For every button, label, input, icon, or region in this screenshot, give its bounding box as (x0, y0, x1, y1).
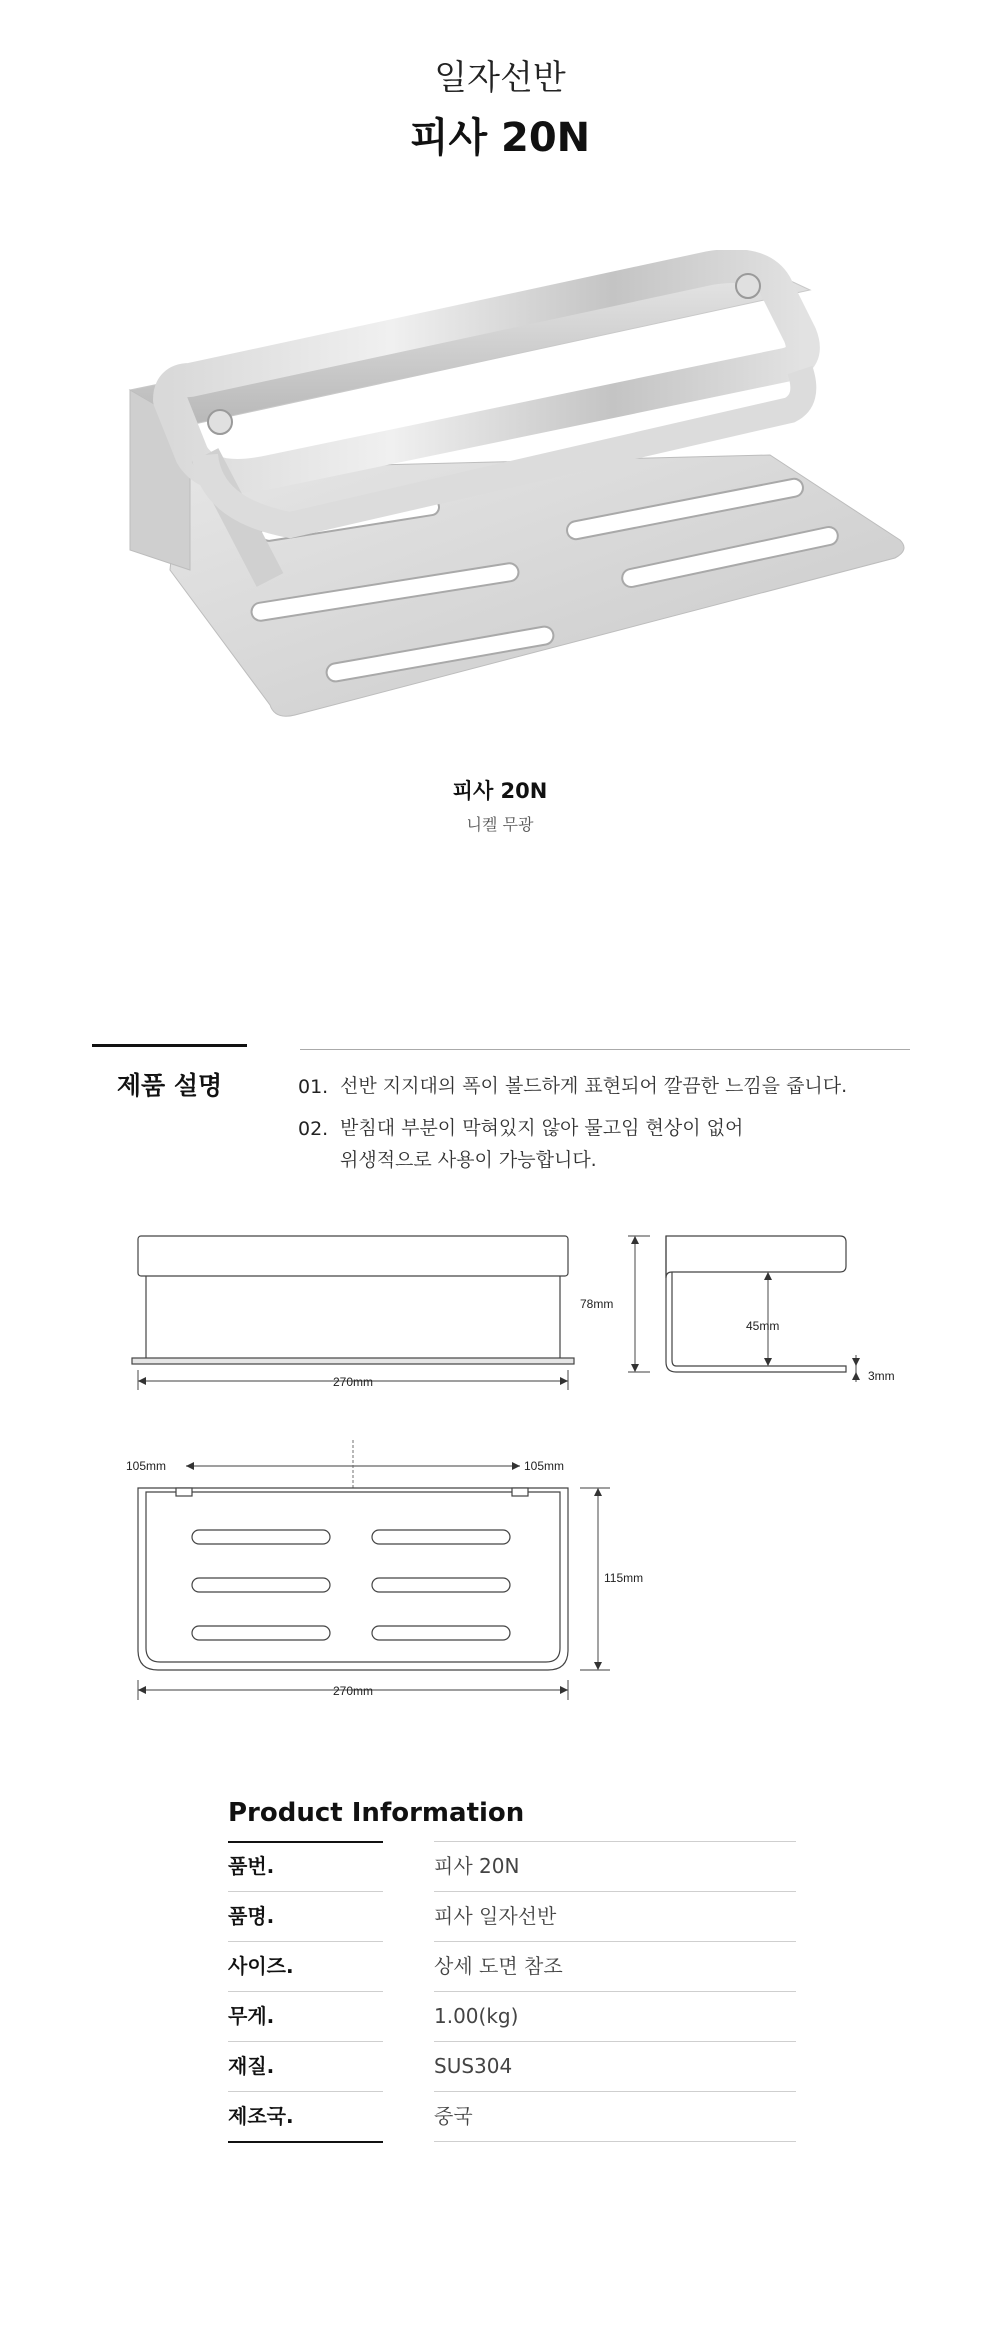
page-title: 피사 20N (409, 115, 591, 161)
info-row (228, 1842, 796, 1892)
top-view (138, 1440, 610, 1700)
info-key: 제조국. (228, 2092, 383, 2143)
front-view (132, 1236, 574, 1390)
info-value: 1.00(kg) (434, 1992, 796, 2042)
info-value: SUS304 (434, 2042, 796, 2092)
description-text-2b: 위생적으로 사용이 가능합니다. (340, 1149, 597, 1171)
info-row (228, 1992, 796, 2042)
info-key: 재질. (228, 2042, 383, 2092)
info-key: 사이즈. (228, 1942, 383, 1992)
dim-offset-left: 105mm (126, 1459, 167, 1473)
page-subtitle: 일자선반 (434, 58, 566, 98)
product-photo (110, 250, 910, 740)
dim-thickness: 3mm (868, 1369, 895, 1383)
product-info-title: Product Information (228, 1798, 525, 1828)
product-info-table (228, 1842, 796, 2142)
info-key: 무게. (228, 1992, 383, 2042)
section-rule-thin (300, 1049, 910, 1050)
dimension-drawings (110, 1230, 930, 1710)
info-value: 피사 일자선반 (434, 1892, 796, 1942)
info-row (228, 2092, 796, 2142)
dim-offset-right: 105mm (524, 1459, 565, 1473)
info-value: 중국 (434, 2092, 796, 2142)
description-text-2a: 받침대 부분이 막혀있지 않아 물고임 현상이 없어 (340, 1117, 744, 1139)
side-view (628, 1236, 860, 1382)
dim-height-side: 78mm (580, 1297, 614, 1311)
info-row (228, 2042, 796, 2092)
info-row (228, 1892, 796, 1942)
screw-right (736, 274, 760, 298)
product-finish-caption: 니켈 무광 (466, 815, 534, 834)
dim-width-top: 270mm (332, 1684, 374, 1698)
info-key: 품명. (228, 1892, 383, 1942)
dim-width-front: 270mm (332, 1375, 374, 1389)
description-text-1: 선반 지지대의 폭이 볼드하게 표현되어 깔끔한 느낌을 줍니다. (340, 1075, 848, 1097)
info-value: 상세 도면 참조 (434, 1942, 796, 1992)
description-number-1: 01. (298, 1076, 329, 1098)
dim-depth-top: 115mm (604, 1571, 644, 1585)
dim-depth-inner: 45mm (746, 1319, 780, 1333)
description-heading: 제품 설명 (116, 1071, 223, 1100)
info-row (228, 1942, 796, 1992)
info-key: 품번. (228, 1842, 383, 1892)
info-value: 피사 20N (434, 1842, 796, 1892)
section-rule-bold (92, 1044, 247, 1047)
product-name-caption: 피사 20N (452, 779, 548, 803)
description-number-2: 02. (298, 1118, 329, 1140)
screw-left (208, 410, 232, 434)
